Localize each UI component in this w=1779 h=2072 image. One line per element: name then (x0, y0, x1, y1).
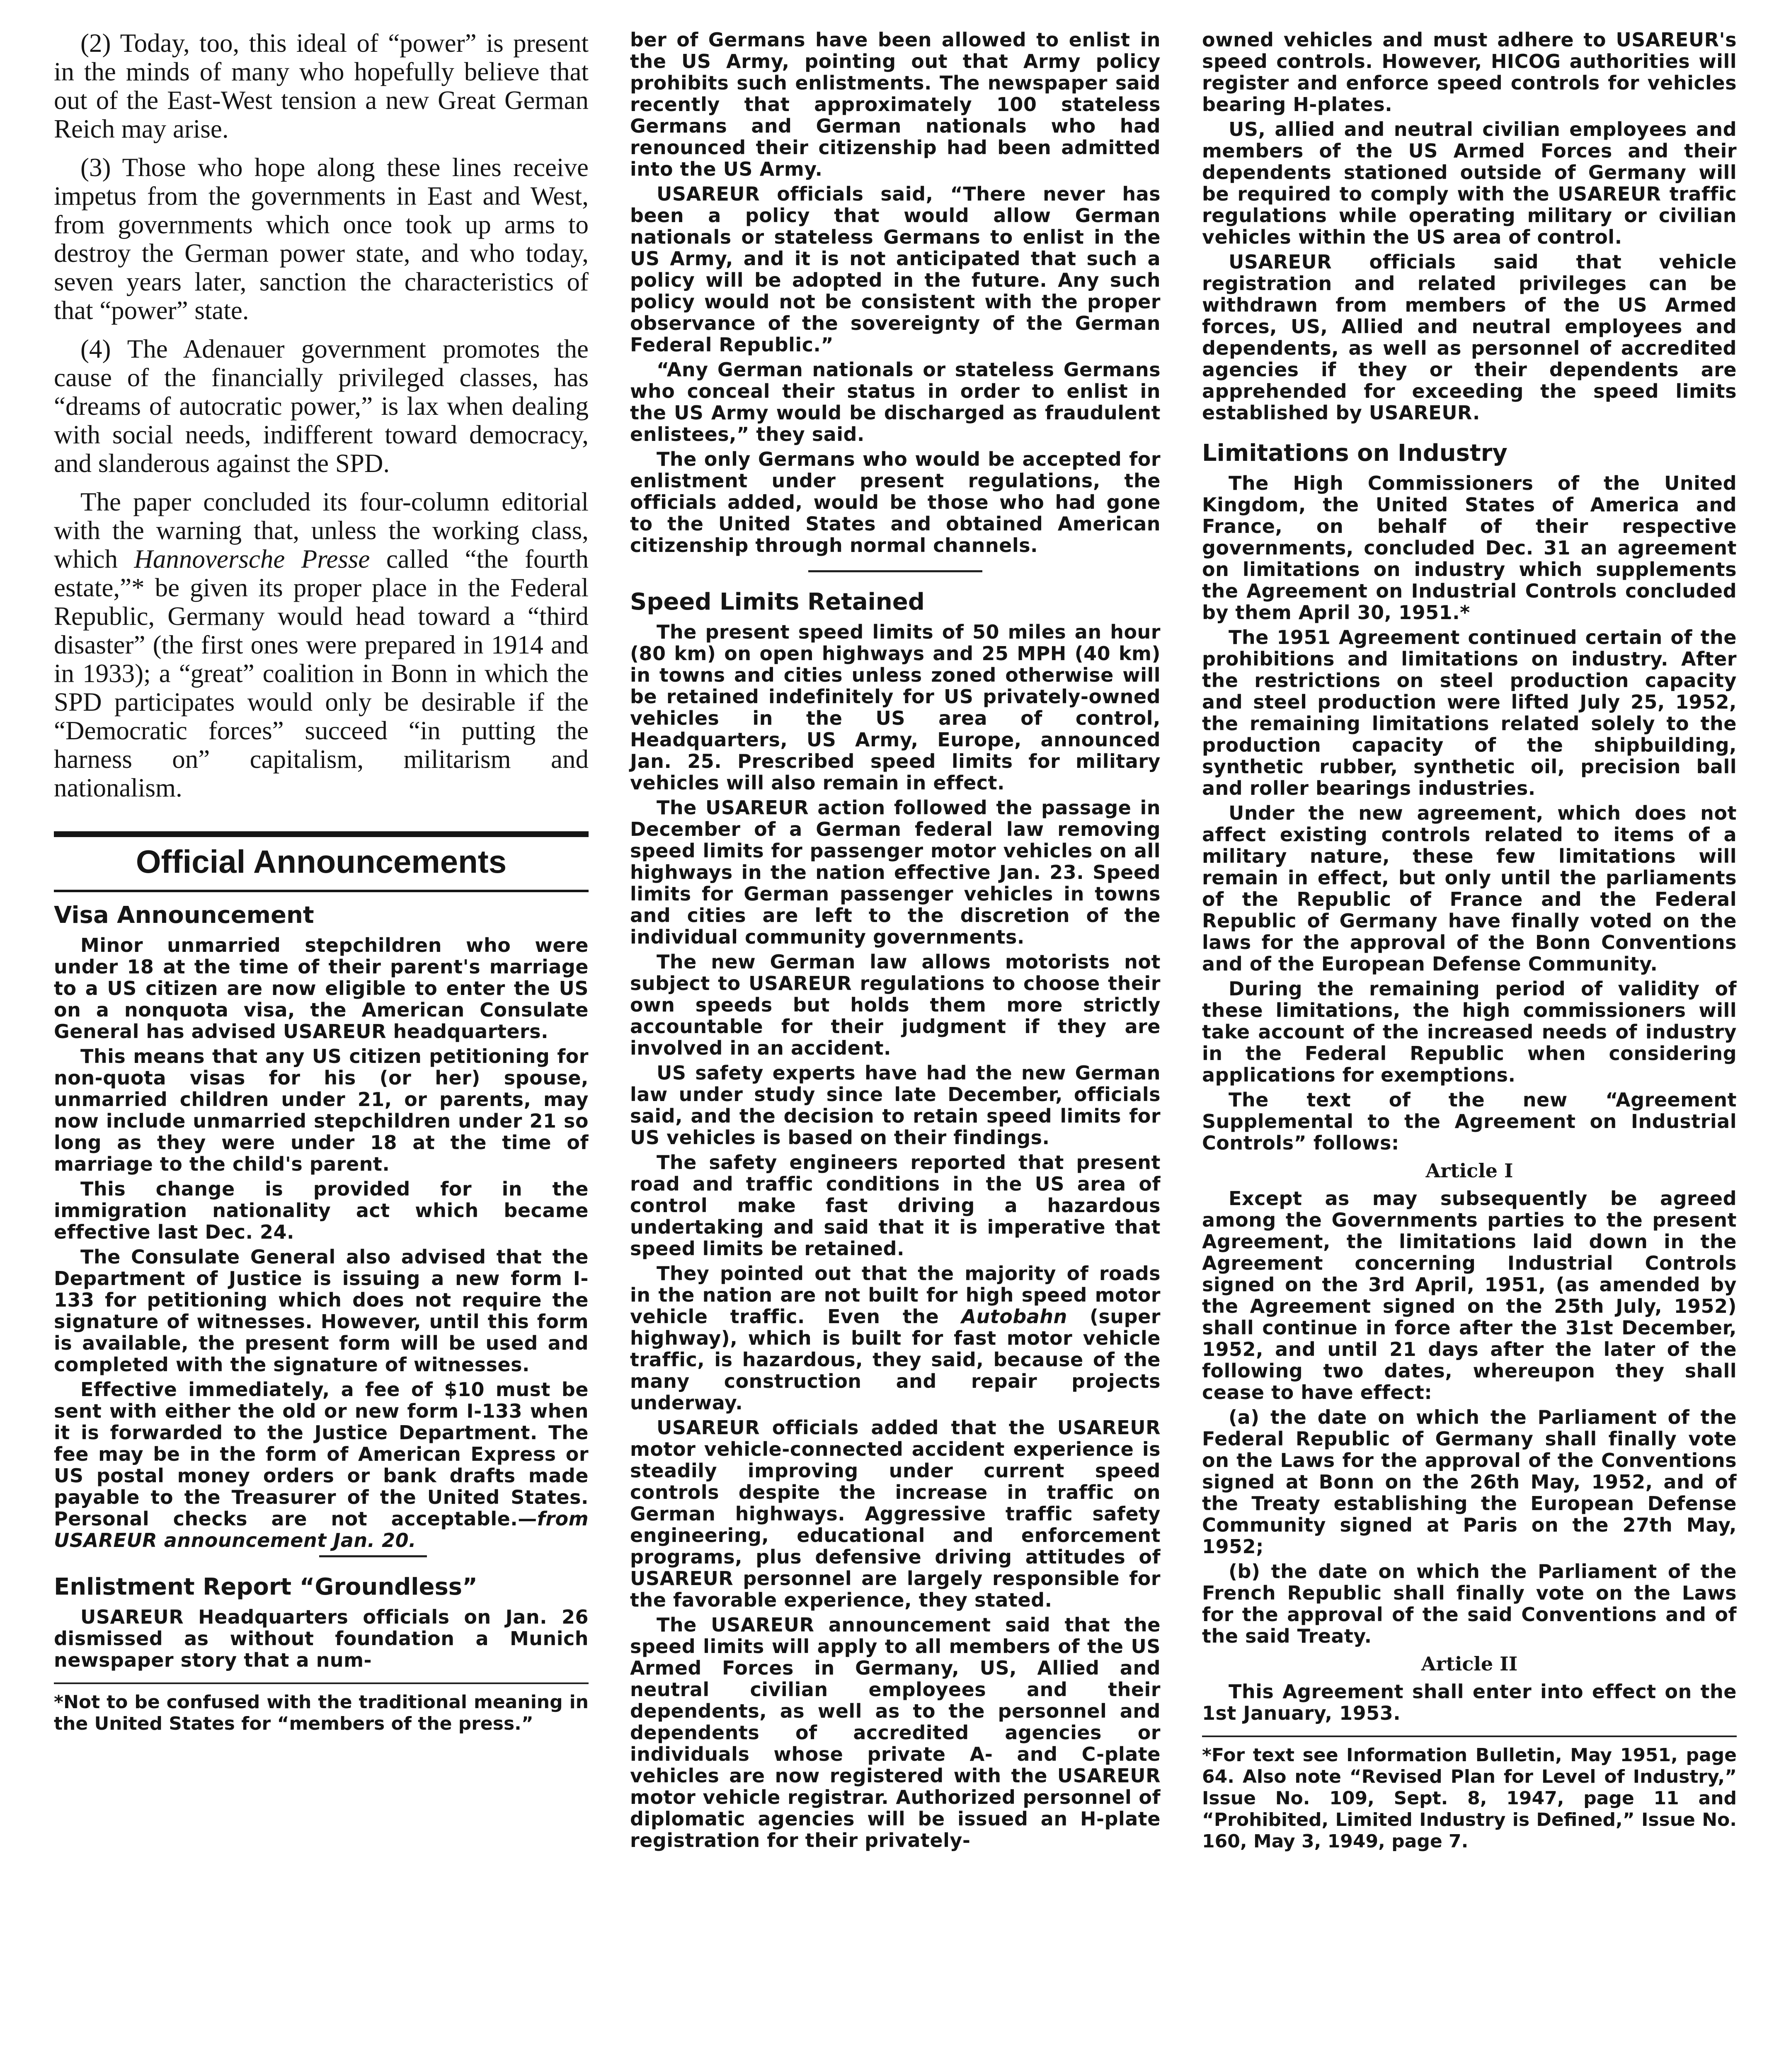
column-1 (54, 29, 589, 1735)
divider (319, 1555, 427, 1557)
paragraph: USAREUR officials added that the USAREUR motor vehicle-connected accident experience is steadily improving under current speed controls despite the increase in traffic on German highways. Aggressive traffic safety engineering, educational and enforcement programs, plus defensive driving attitudes of USAREUR personnel are largely responsible for the favorable experience, they stated. (630, 1416, 1161, 1611)
newspaper-name: Hannoversche Presse (134, 545, 370, 574)
enlistment-heading: Enlistment Report “Groundless” (54, 1573, 477, 1600)
speed-heading: Speed Limits Retained (630, 588, 925, 615)
paragraph: The only Germans who would be accepted for enlistment under present regulations, the officials added, would be those who had gone to the United States and obtained American citizenship through normal channels. (630, 448, 1161, 557)
autobahn-term: Autobahn (961, 1305, 1067, 1328)
editorial-continuation (54, 29, 589, 802)
text-span: They pointed out that the majority of roads in the nation are not built for high speed motor vehicle traffic. Even the (630, 1262, 1161, 1328)
paragraph: (a) the date on which the Parliament of the Federal Republic of Germany shall finally vote on the Laws for the approval of the Conventions signed at Bonn on the 26th May, 1952, and of the Treaty establishing the European Defense Community signed at Paris on the 27th May, 1952; (1202, 1406, 1737, 1558)
paragraph: US, allied and neutral civilian employees and members of the US Armed Forces and their dependents stationed outside of Germany will be required to comply with the USAREUR traffic regulations while operating military or civilian vehicles within the US area of control. (1202, 118, 1737, 248)
paragraph: Under the new agreement, which does not affect existing controls related to items of a military nature, these few limitations will remain in effect, but only until the parliaments of the Republic of France and the Federal Republic of Germany have finally voted on the laws for the approval of the Bonn Conventions and of the European Defense Community. (1202, 802, 1737, 975)
paragraph: owned vehicles and must adhere to USAREUR's speed controls. However, HICOG authorities will register and enforce speed controls for vehicles bearing H-plates. (1202, 29, 1737, 116)
speed-limits-continuation (1202, 29, 1737, 424)
paragraph (630, 1263, 1161, 1414)
divider (808, 570, 982, 572)
paragraph: USAREUR officials said, “There never has been a policy that would allow German nationals or stateless Germans to enlist in the US Army, and it is not anticipated that such a policy will be adopted in the future. Any such policy would not be consistent with the proper observance of the sovereignty of the German Federal Republic.” (630, 183, 1161, 356)
industry-article (1202, 440, 1737, 1724)
text-span: (super highway), which is built for fast motor vehicle traffic, is hazardous, they said, because of the many construction and repair projects underway. (630, 1305, 1161, 1414)
source-credit: from USAREUR announcement Jan. 20. (54, 1508, 589, 1552)
text-span: called “the fourth estate,”* be given its proper place in the Federal Republic, Germany would head toward a “third disaster” (the first ones were prepared in 1914 and in 1933); a “great” coalition in Bonn in which the SPD participates would only be desirable if the “Democratic forces” succeed “in putting the harness on” capitalism, militarism and nationalism. (54, 545, 589, 802)
paragraph: The USAREUR announcement said that the speed limits will apply to all members of the US Armed Forces in Germany, US, Allied and neutral civilian employees and their dependents, as well as to the personnel and dependents of accredited agencies or individuals whose private A- and C-plate vehicles are now registered with the USAREUR motor vehicle registrar. Authorized personnel of diplomatic agencies will be issued an H-plate registration for their privately- (630, 1614, 1161, 1852)
paragraph: Except as may subsequently be agreed among the Governments parties to the present Agreement, the limitations laid down in the Agreement concerning Industrial Controls signed on the 3rd April, 1951, (as amended by the Agreement signed on the 25th July, 1952) shall continue in force after the 31st December, 1952, and until 21 days after the later of the following two dates, whereupon they shall cease to have effect: (1202, 1187, 1737, 1404)
section-rule-bottom (54, 890, 589, 892)
paragraph: During the remaining period of validity of these limitations, the high commissioners will take account of the increased needs of industry in the Federal Republic when considering applications for exemptions. (1202, 978, 1737, 1086)
section-rule-top (54, 831, 589, 837)
speed-limits-article (630, 589, 1161, 1851)
paragraph: USAREUR officials said that vehicle registration and related privileges can be withdrawn from members of the US Armed forces, US, Allied and neutral employees and dependents, as well as personnel of accredited agencies if they or their dependents are apprehended for exceeding the speed limits established by USAREUR. (1202, 251, 1737, 424)
footnote: *Not to be confused with the traditional meaning in the United States for “members of the press.” (54, 1692, 589, 1734)
enlistment-article (54, 1574, 589, 1671)
text-span: The paper concluded its four-column editorial with the warning that, unless the working class, which (54, 487, 589, 574)
paragraph: (4) The Adenauer government promotes the cause of the financially privileged classes, has “dreams of autocratic power,” is lax when dealing with social needs, indifferent toward democracy, and slanderous against the SPD. (54, 334, 589, 478)
footnote-rule (1202, 1736, 1737, 1737)
column-2 (630, 29, 1161, 1854)
paragraph: “Any German nationals or stateless Germans who conceal their status in order to enlist in the US Army would be discharged as fraudulent enlistees,” they said. (630, 358, 1161, 445)
footnote: *For text see Information Bulletin, May 1951, page 64. Also note “Revised Plan for Level of Industry,” Issue No. 109, Sept. 8, 1947, page 11 and “Prohibited, Limited Industry is Defined,” Issue No. 160, May 3, 1949, page 7. (1202, 1745, 1737, 1852)
paragraph: (b) the date on which the Parliament of the French Republic shall finally vote on the Laws for the approval of the said Conventions and of the said Treaty. (1202, 1560, 1737, 1647)
paragraph: The safety engineers reported that present road and traffic conditions in the US area of control make fast driving a hazardous undertaking and said that it is imperative that speed limits be retained. (630, 1151, 1161, 1260)
paragraph (54, 488, 589, 802)
column-3 (1202, 29, 1737, 1852)
visa-article (54, 902, 589, 1551)
paragraph: USAREUR Headquarters officials on Jan. 26 dismissed as without foundation a Munich newspaper story that a num- (54, 1606, 589, 1671)
visa-heading: Visa Announcement (54, 902, 314, 929)
paragraph: US safety experts have had the new German law under study since late December, officials said, and the decision to retain speed limits for US vehicles is based on their findings. (630, 1062, 1161, 1149)
paragraph: The USAREUR action followed the passage in December of a German federal law removing speed limits for passenger motor vehicles on all highways in the nation effective Jan. 23. Speed limits for German passenger vehicles in towns and cities are left to the discretion of the individual community governments. (630, 796, 1161, 948)
paragraph: The present speed limits of 50 miles an hour (80 km) on open highways and 25 MPH (40 km) in towns and cities unless zoned otherwise will be retained indefinitely for US privately-owned vehicles in the US area of control, Headquarters, US Army, Europe, announced Jan. 25. Prescribed speed limits for military vehicles will also remain in effect. (630, 621, 1161, 794)
paragraph: (2) Today, too, this ideal of “power” is present in the minds of many who hopefully believe that out of the East-West tension a new Great German Reich may arise. (54, 29, 589, 143)
paragraph: ber of Germans have been allowed to enlist in the US Army, pointing out that Army policy prohibits such enlistments. The newspaper said recently that approximately 100 stateless Germans and German nationals who had renounced their citizenship had been admitted into the US Army. (630, 29, 1161, 180)
paragraph: (3) Those who hope along these lines receive impetus from the governments in East and West, from governments which once took up arms to destroy the German power state, and who today, seven years later, sanction the characteristics of that “power” state. (54, 153, 589, 325)
paragraph: This means that any US citizen petitioning for non-quota visas for his (or her) spouse, unmarried children under 21, or parents, may now include unmarried stepchildren under 21 so long as they were under 18 at the time of marriage to the child's parent. (54, 1045, 589, 1175)
footnote-rule (54, 1682, 589, 1684)
paragraph: This Agreement shall enter into effect on the 1st January, 1953. (1202, 1680, 1737, 1724)
text-span: Effective immediately, a fee of $10 must be sent with either the old or new form I-133 when it is forwarded to the Justice Department. The fee may be in the form of American Express or US postal money orders or bank drafts made payable to the Treasurer of the United States. Personal checks are not acceptable.— (54, 1378, 589, 1530)
paragraph: Minor unmarried stepchildren who were under 18 at the time of their parent's marriage to a US citizen are now eligible to enter the US on a nonquota visa, the American Consulate General has advised USAREUR headquarters. (54, 934, 589, 1043)
paragraph: The new German law allows motorists not subject to USAREUR regulations to choose their own speeds but holds them more strictly accountable for their judgment if they are involved in an accident. (630, 951, 1161, 1059)
enlistment-continuation (630, 29, 1161, 556)
industry-heading: Limitations on Industry (1202, 440, 1508, 467)
article-1-heading: Article I (1425, 1159, 1513, 1182)
paragraph: This change is provided for in the immigration nationality act which became effective last Dec. 24. (54, 1178, 589, 1243)
paragraph (54, 1379, 589, 1551)
paragraph: The High Commissioners of the United Kingdom, the United States of America and France, on behalf of their respective governments, concluded Dec. 31 an agreement on limitations on industry which supplements the Agreement on Industrial Controls concluded by them April 30, 1951.* (1202, 472, 1737, 624)
paragraph: The Consulate General also advised that the Department of Justice is issuing a new form I-133 for petitioning which does not require the signature of witnesses. However, until this form is available, the present form will be used and completed with the signature of witnesses. (54, 1246, 589, 1376)
paragraph: The text of the new “Agreement Supplemental to the Agreement on Industrial Controls” follows: (1202, 1089, 1737, 1154)
paragraph: The 1951 Agreement continued certain of the prohibitions and limitations on industry. After the restrictions on steel production capacity and steel production were lifted July 25, 1952, the remaining limitations related solely to the production capacity of the shipbuilding, synthetic rubber, synthetic oil, precision ball and roller bearings industries. (1202, 626, 1737, 799)
article-2-heading: Article II (1421, 1653, 1518, 1675)
section-title: Official Announcements (136, 843, 507, 880)
